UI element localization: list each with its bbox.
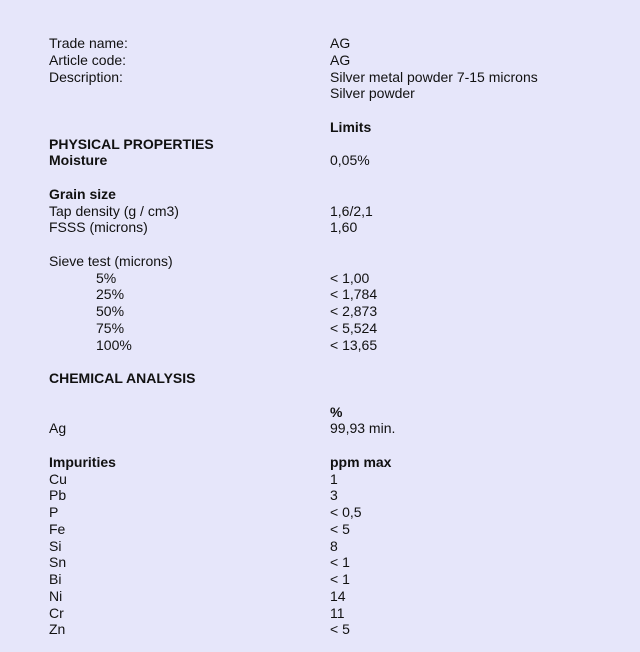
impurity-row bbox=[0, 471, 640, 488]
impurity-row bbox=[0, 504, 640, 521]
description-value: Silver metal powder 7-15 microns bbox=[330, 68, 538, 85]
article-code-value: AG bbox=[330, 51, 351, 68]
fsss-value: 1,60 bbox=[330, 219, 358, 236]
fsss-row bbox=[0, 219, 640, 236]
spacer bbox=[0, 387, 640, 404]
impurity-row bbox=[0, 487, 640, 504]
sieve-value: < 1,00 bbox=[330, 269, 370, 286]
impurity-value: < 5 bbox=[330, 520, 350, 537]
sieve-test-title: Sieve test (microns) bbox=[49, 252, 173, 269]
impurities-header-row bbox=[0, 454, 640, 471]
grain-size-row bbox=[0, 186, 640, 203]
impurity-value: 11 bbox=[330, 604, 345, 621]
limits-header: Limits bbox=[330, 118, 372, 135]
sieve-label: 75% bbox=[96, 319, 125, 336]
impurity-value: < 1 bbox=[330, 571, 350, 587]
spacer bbox=[0, 353, 640, 370]
impurities-title: Impurities bbox=[49, 453, 116, 470]
description-row-2 bbox=[0, 85, 640, 102]
ag-label: Ag bbox=[49, 420, 67, 437]
impurity-value: 8 bbox=[330, 537, 338, 554]
moisture-value: 0,05% bbox=[330, 152, 370, 169]
impurity-row bbox=[0, 538, 640, 555]
trade-name-value: AG bbox=[330, 35, 351, 51]
impurity-label: Fe bbox=[49, 520, 66, 537]
sieve-row bbox=[0, 337, 640, 354]
sieve-label: 50% bbox=[96, 303, 125, 319]
sieve-row bbox=[0, 286, 640, 303]
description-label: Description: bbox=[49, 68, 123, 85]
sieve-value: < 2,873 bbox=[330, 303, 378, 319]
percent-header: % bbox=[330, 403, 343, 420]
tap-density-label: Tap density (g / cm3) bbox=[49, 202, 179, 219]
impurity-value: 3 bbox=[330, 487, 338, 504]
impurity-label: P bbox=[49, 504, 59, 520]
sieve-label: 5% bbox=[96, 269, 117, 286]
description-value-2: Silver powder bbox=[330, 85, 415, 102]
fsss-label: FSSS (microns) bbox=[49, 219, 148, 236]
ag-row bbox=[0, 420, 640, 437]
sieve-row bbox=[0, 320, 640, 337]
sieve-label: 100% bbox=[96, 336, 132, 353]
impurity-value: 14 bbox=[330, 587, 346, 604]
sieve-value: < 13,65 bbox=[330, 336, 378, 353]
impurity-label: Zn bbox=[49, 621, 66, 638]
spacer bbox=[0, 169, 640, 186]
physical-properties-title: PHYSICAL PROPERTIES bbox=[49, 135, 214, 152]
moisture-row bbox=[0, 152, 640, 169]
limits-header-row bbox=[0, 119, 640, 136]
tap-density-row bbox=[0, 203, 640, 220]
impurity-row bbox=[0, 621, 640, 638]
impurity-label: Sn bbox=[49, 554, 67, 571]
sieve-value: < 5,524 bbox=[330, 319, 378, 336]
spacer bbox=[0, 236, 640, 253]
sieve-label: 25% bbox=[96, 286, 125, 303]
impurity-value: < 5 bbox=[330, 621, 350, 638]
spacer bbox=[0, 437, 640, 454]
sieve-row bbox=[0, 303, 640, 320]
impurity-label: Ni bbox=[49, 587, 63, 604]
tap-density-value: 1,6/2,1 bbox=[330, 202, 373, 219]
ag-value: 99,93 min. bbox=[330, 420, 396, 437]
impurity-value: 1 bbox=[330, 470, 338, 487]
impurity-label: Bi bbox=[49, 571, 62, 587]
sieve-row bbox=[0, 270, 640, 287]
trade-name-label: Trade name: bbox=[49, 35, 128, 51]
chemical-analysis-title: CHEMICAL ANALYSIS bbox=[49, 370, 196, 386]
article-code-label: Article code: bbox=[49, 51, 127, 68]
physical-title-row bbox=[0, 136, 640, 153]
moisture-label: Moisture bbox=[49, 152, 108, 169]
impurity-value: < 0,5 bbox=[330, 504, 362, 520]
impurity-label: Cr bbox=[49, 604, 64, 621]
impurity-row bbox=[0, 554, 640, 571]
spacer bbox=[0, 102, 640, 119]
impurity-row bbox=[0, 571, 640, 588]
impurity-label: Pb bbox=[49, 487, 67, 504]
grain-size-title: Grain size bbox=[49, 185, 116, 202]
description-row bbox=[0, 69, 640, 86]
impurity-label: Si bbox=[49, 537, 62, 554]
sieve-title-row bbox=[0, 253, 640, 270]
chemical-title-row bbox=[0, 370, 640, 387]
impurities-unit: ppm max bbox=[330, 453, 392, 470]
impurity-row bbox=[0, 605, 640, 622]
impurity-value: < 1 bbox=[330, 554, 350, 571]
percent-header-row bbox=[0, 404, 640, 421]
trade-name-row bbox=[0, 35, 640, 52]
sieve-value: < 1,784 bbox=[330, 286, 378, 303]
impurity-row bbox=[0, 588, 640, 605]
article-code-row bbox=[0, 52, 640, 69]
impurity-row bbox=[0, 521, 640, 538]
impurity-label: Cu bbox=[49, 470, 67, 487]
